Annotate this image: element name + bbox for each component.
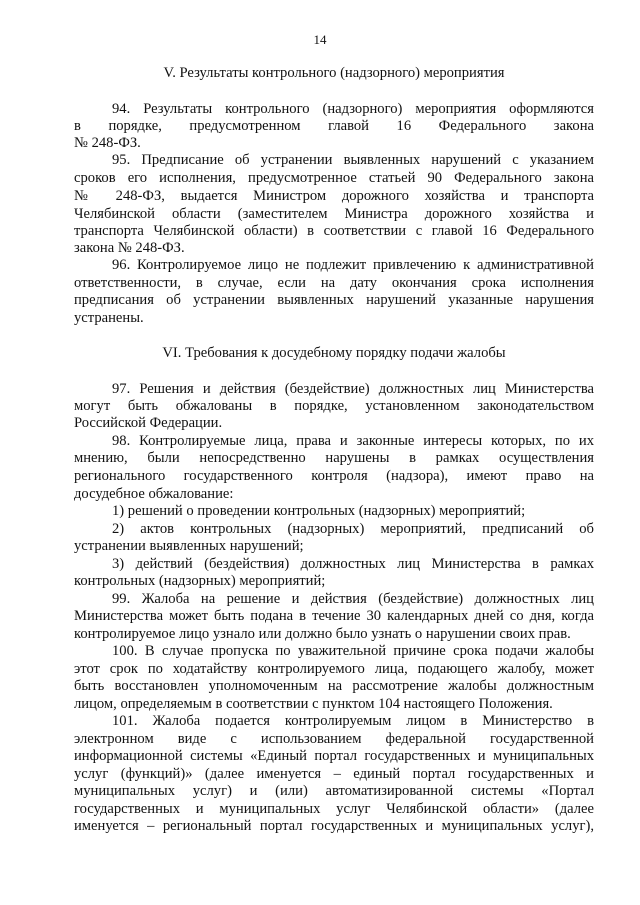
paragraph-95-line: закона № 248-ФЗ.	[74, 240, 185, 256]
paragraph-100-line: 100. В случае пропуска по уважительной причине срока подачи жалобы	[112, 643, 594, 659]
paragraph-101-line: муниципальных услуг) и (или) автоматизированной системы «Портал	[74, 783, 594, 799]
paragraph-101-line: 101. Жалоба подается контролируемым лицом в Министерство в	[112, 713, 594, 729]
paragraph-95-line: сроков его исполнения, предусмотренное статьей 90 Федерального закона	[74, 170, 594, 186]
paragraph-100-line: этот срок по ходатайству контролируемого лица, подающего жалобу, может	[74, 661, 594, 677]
paragraph-101-line: услуг (функций)» (далее именуется – единый портал государственных и	[74, 766, 594, 782]
paragraph-99-line: 99. Жалоба на решение и действия (бездействие) должностных лиц	[112, 591, 594, 607]
paragraph-98-line: мнению, были непосредственно нарушены в рамках осуществления	[74, 450, 594, 466]
paragraph-101-line: электронном виде с использованием федеральной государственной	[74, 731, 594, 747]
paragraph-95-line: 95. Предписание об устранении выявленных нарушений с указанием	[112, 152, 594, 168]
paragraph-94-line: 94. Результаты контрольного (надзорного) мероприятия оформляются	[112, 101, 594, 117]
paragraph-95-line: транспорта Челябинской области) в соответствии с главой 16 Федерального	[74, 223, 594, 239]
paragraph-98-line: 98. Контролируемые лица, права и законные интересы которых, по их	[112, 433, 594, 449]
paragraph-96-line: 96. Контролируемое лицо не подлежит привлечению к административной	[112, 257, 594, 273]
paragraph-95-line: № 248-ФЗ, выдается Министром дорожного хозяйства и транспорта	[74, 188, 594, 204]
list-item-3-line: контрольных (надзорных) мероприятий;	[74, 573, 326, 589]
section-heading-6: VI. Требования к досудебному порядку подачи жалобы	[162, 345, 506, 361]
paragraph-101-line: информационной системы «Единый портал государственных и муниципальных	[74, 748, 594, 764]
paragraph-94-line: в порядке, предусмотренном главой 16 Федерального закона	[74, 118, 594, 134]
paragraph-98-line: досудебное обжалование:	[74, 486, 234, 502]
paragraph-100-line: быть восстановлен уполномоченным на рассмотрение жалобы должностным	[74, 678, 594, 694]
paragraph-100-line: лицом, определяемым в соответствии с пунктом 104 настоящего Положения.	[74, 696, 553, 712]
page-number: 14	[313, 32, 327, 47]
paragraph-95-line: Челябинской области (заместителем Министра дорожного хозяйства и	[74, 206, 594, 222]
paragraph-101-line: именуется – региональный портал государственных и муниципальных услуг),	[74, 818, 594, 834]
list-item-2-line: устранении выявленных нарушений;	[74, 538, 304, 554]
paragraph-94-line: № 248-ФЗ.	[74, 135, 141, 151]
paragraph-101-line: государственных и муниципальных услуг Челябинской области» (далее	[74, 801, 594, 817]
paragraph-98-line: регионального государственного контроля (надзора), имеют право на	[74, 468, 594, 484]
paragraph-97-line: 97. Решения и действия (бездействие) должностных лиц Министерства	[112, 381, 594, 397]
paragraph-97-line: Российской Федерации.	[74, 415, 223, 431]
list-item-1: 1) решений о проведении контрольных (надзорных) мероприятий;	[112, 503, 526, 519]
list-item-3-line: 3) действий (бездействия) должностных лиц Министерства в рамках	[112, 556, 594, 572]
paragraph-99-line: Министерства может быть подана в течение 30 календарных дней со дня, когда	[74, 608, 594, 624]
paragraph-97-line: могут быть обжалованы в порядке, установленном законодательством	[74, 398, 594, 414]
paragraph-96-line: предписания об устранении выявленных нарушений указанные нарушения	[74, 292, 594, 308]
paragraph-96-line: ответственности, в случае, если на дату окончания срока исполнения	[74, 275, 594, 291]
paragraph-96-line: устранены.	[74, 310, 144, 326]
section-heading-5: V. Результаты контрольного (надзорного) мероприятия	[163, 65, 505, 81]
paragraph-99-line: контролируемое лицо узнало или должно было узнать о нарушении своих прав.	[74, 626, 571, 642]
list-item-2-line: 2) актов контрольных (надзорных) мероприятий, предписаний об	[112, 521, 594, 537]
